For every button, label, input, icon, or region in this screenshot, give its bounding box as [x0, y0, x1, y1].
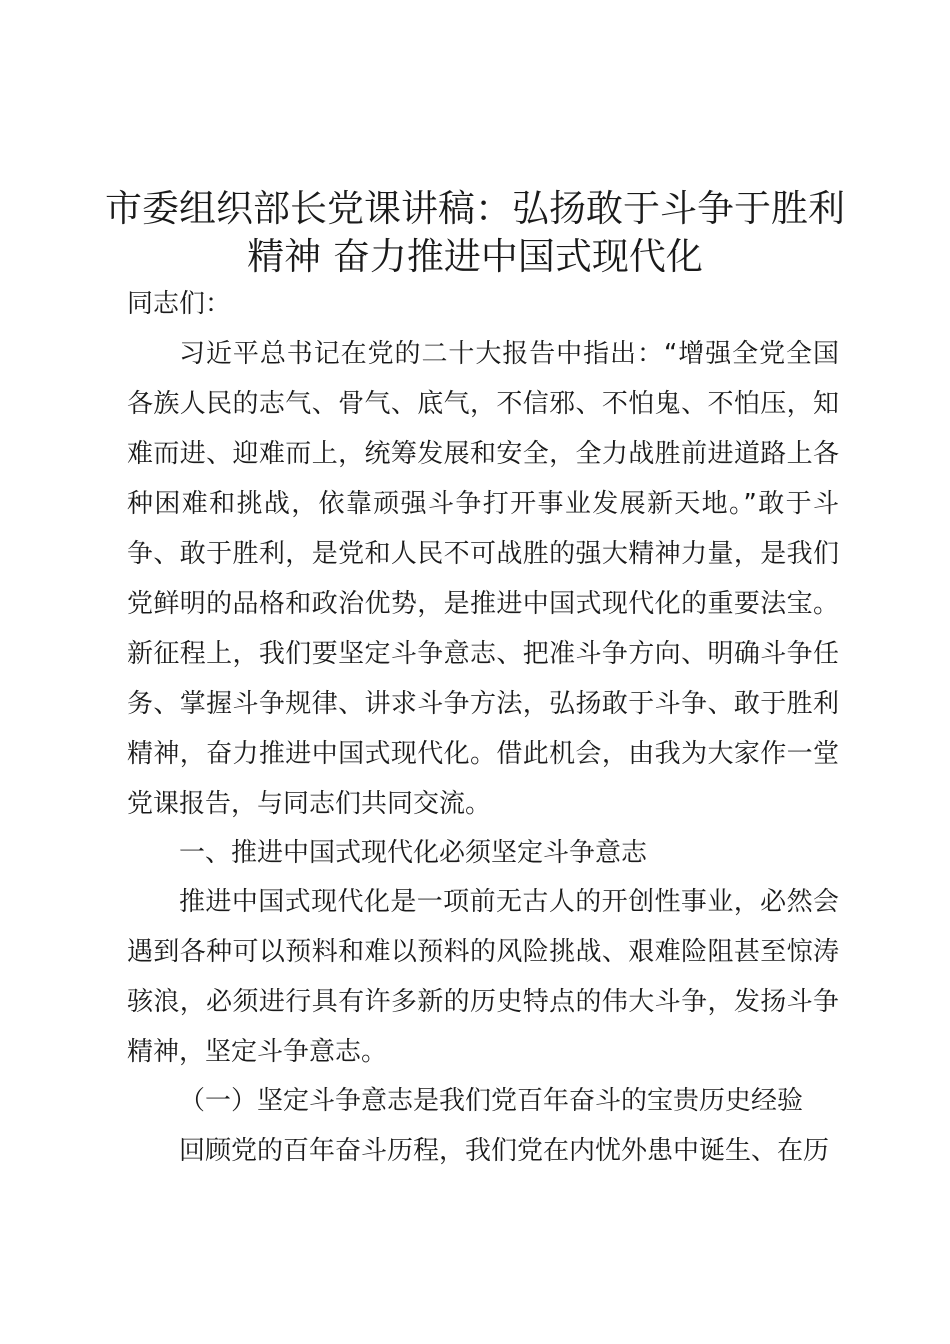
paragraph-subsection-1: 回顾党的百年奋斗历程，我们党在内忧外患中诞生、在历 [179, 1136, 830, 1166]
paragraph-section-1: 推进中国式现代化是一项前无古人的开创性事业，必然会遇到各种可以预料和难以预料的风险挑战、艰难险阻甚至惊涛骇浪，必须进行具有许多新的历史特点的伟大斗争，发扬斗争精神，坚定斗争意志。 [127, 887, 839, 1067]
subsection-heading-1: （一）坚定斗争意志是我们党百年奋斗的宝贵历史经验 [179, 1086, 804, 1116]
paragraph-intro: 习近平总书记在党的二十大报告中指出：“增强全党全国各族人民的志气、骨气、底气，不信邪、不怕鬼、不怕压，知难而进、迎难而上，统筹发展和安全，全力战胜前进道路上各种困难和挑战，依靠顽强斗争打开事业发展新天地。”敢于斗争、敢于胜利，是党和人民不可战胜的强大精神力量，是我们党鲜明的品格和政治优势，是推进中国式现代化的重要法宝。新征程上，我们要坚定斗争意志、把准斗争方向、明确斗争任务、掌握斗争规律、讲求斗争方法，弘扬敢于斗争、敢于胜利精神，奋力推进中国式现代化。借此机会，由我为大家作一堂党课报告，与同志们共同交流。 [127, 339, 839, 819]
document-title-line-1: 市委组织部长党课讲稿：弘扬敢于斗争于胜利 [105, 187, 845, 230]
document-title-line-2: 精神 奋力推进中国式现代化 [247, 235, 703, 278]
section-heading-1: 一、推进中国式现代化必须坚定斗争意志 [179, 838, 648, 868]
salutation: 同志们： [127, 289, 232, 319]
